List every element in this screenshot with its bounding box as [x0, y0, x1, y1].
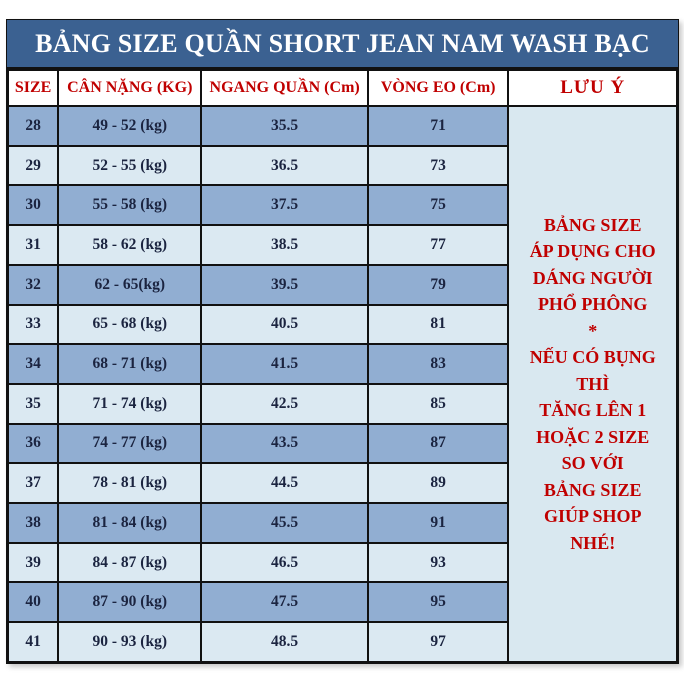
cell-width: 37.5: [201, 185, 368, 225]
table-title: BẢNG SIZE QUẦN SHORT JEAN NAM WASH BẠC: [7, 20, 678, 69]
cell-weight: 87 - 90 (kg): [58, 582, 201, 622]
cell-size: 31: [8, 225, 58, 265]
cell-size: 34: [8, 344, 58, 384]
note-line: HOẶC 2 SIZE: [536, 426, 650, 447]
cell-waist: 77: [368, 225, 508, 265]
cell-width: 45.5: [201, 503, 368, 543]
cell-width: 39.5: [201, 265, 368, 305]
cell-weight: 84 - 87 (kg): [58, 543, 201, 583]
note-line: NHÉ!: [570, 532, 616, 553]
cell-waist: 75: [368, 185, 508, 225]
cell-width: 44.5: [201, 463, 368, 503]
cell-width: 42.5: [201, 384, 368, 424]
cell-width: 40.5: [201, 305, 368, 345]
cell-size: 39: [8, 543, 58, 583]
cell-size: 41: [8, 622, 58, 662]
cell-waist: 83: [368, 344, 508, 384]
cell-waist: 79: [368, 265, 508, 305]
cell-weight: 55 - 58 (kg): [58, 185, 201, 225]
column-header-width: NGANG QUẦN (Cm): [201, 70, 368, 106]
cell-weight: 90 - 93 (kg): [58, 622, 201, 662]
cell-weight: 52 - 55 (kg): [58, 146, 201, 186]
cell-width: 38.5: [201, 225, 368, 265]
cell-waist: 71: [368, 106, 508, 146]
column-header-weight: CÂN NẶNG (KG): [58, 70, 201, 106]
cell-width: 46.5: [201, 543, 368, 583]
table-row: [8, 106, 677, 146]
column-header-note: LƯU Ý: [508, 70, 677, 106]
cell-waist: 95: [368, 582, 508, 622]
cell-size: 35: [8, 384, 58, 424]
cell-width: 41.5: [201, 344, 368, 384]
cell-weight: 49 - 52 (kg): [58, 106, 201, 146]
note-line: NẾU CÓ BỤNG: [529, 347, 656, 368]
cell-weight: 58 - 62 (kg): [58, 225, 201, 265]
note-line: GIÚP SHOP: [543, 506, 642, 527]
note-line: PHỔ PHÔNG: [537, 294, 648, 315]
cell-size: 36: [8, 424, 58, 464]
cell-waist: 91: [368, 503, 508, 543]
cell-width: 36.5: [201, 146, 368, 186]
cell-waist: 81: [368, 305, 508, 345]
cell-weight: 62 - 65(kg): [58, 265, 201, 305]
size-chart-grid: [7, 69, 678, 663]
cell-waist: 73: [368, 146, 508, 186]
cell-weight: 68 - 71 (kg): [58, 344, 201, 384]
cell-waist: 89: [368, 463, 508, 503]
cell-width: 35.5: [201, 106, 368, 146]
cell-size: 40: [8, 582, 58, 622]
cell-waist: 93: [368, 543, 508, 583]
cell-waist: 85: [368, 384, 508, 424]
cell-waist: 97: [368, 622, 508, 662]
note-line: BẢNG SIZE: [543, 214, 642, 235]
cell-weight: 78 - 81 (kg): [58, 463, 201, 503]
cell-width: 43.5: [201, 424, 368, 464]
cell-size: 28: [8, 106, 58, 146]
cell-width: 47.5: [201, 582, 368, 622]
note-cell: [508, 106, 677, 662]
cell-size: 38: [8, 503, 58, 543]
note-line: DÁNG NGƯỜI: [532, 267, 653, 288]
cell-width: 48.5: [201, 622, 368, 662]
cell-weight: 71 - 74 (kg): [58, 384, 201, 424]
table-header: [8, 70, 677, 106]
cell-weight: 74 - 77 (kg): [58, 424, 201, 464]
note-line: THÌ: [576, 373, 610, 394]
cell-waist: 87: [368, 424, 508, 464]
cell-size: 29: [8, 146, 58, 186]
cell-size: 37: [8, 463, 58, 503]
cell-weight: 65 - 68 (kg): [58, 305, 201, 345]
note-line: TĂNG LÊN 1: [539, 400, 647, 421]
size-chart-table: [6, 19, 679, 664]
column-header-size: SIZE: [8, 70, 58, 106]
note-line: *: [588, 320, 598, 341]
header-row: [8, 70, 677, 106]
cell-weight: 81 - 84 (kg): [58, 503, 201, 543]
cell-size: 33: [8, 305, 58, 345]
size-rows: [8, 106, 677, 662]
note-line: BẢNG SIZE: [543, 479, 642, 500]
note-line: ÁP DỤNG CHO: [529, 241, 656, 262]
cell-size: 30: [8, 185, 58, 225]
column-header-waist: VÒNG EO (Cm): [368, 70, 508, 106]
note-line: SO VỚI: [561, 453, 624, 474]
cell-size: 32: [8, 265, 58, 305]
